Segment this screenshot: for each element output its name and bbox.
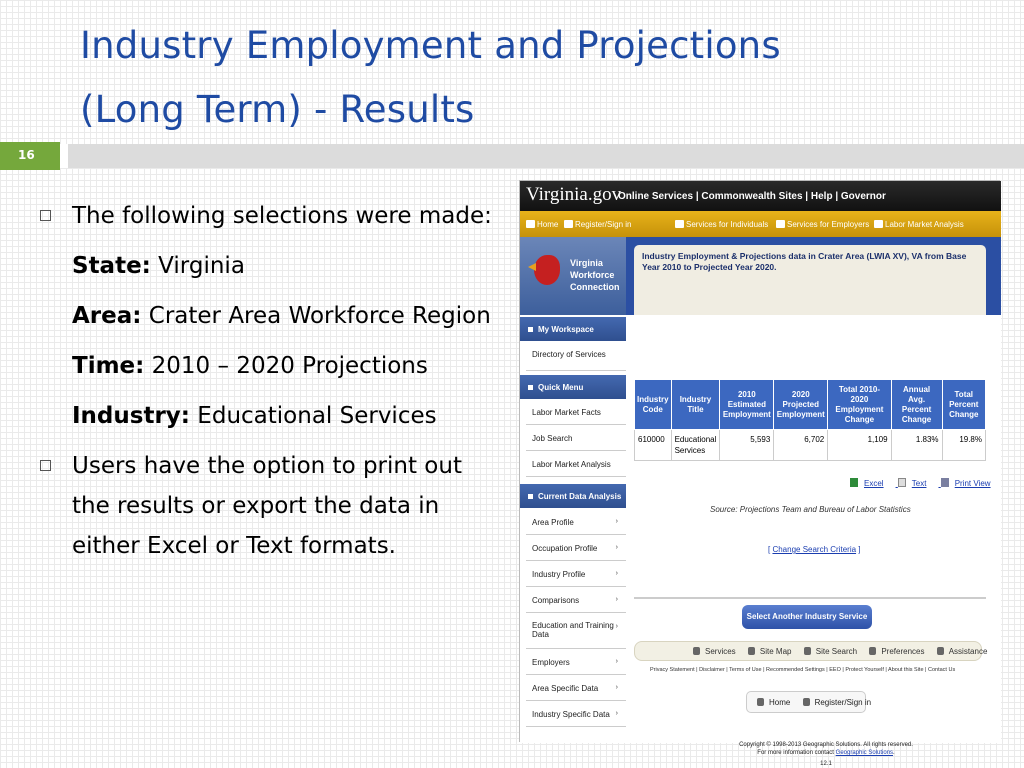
nav-lma[interactable]: Labor Market Analysis [874, 220, 964, 229]
selection-industry [40, 396, 500, 436]
footer-site-map[interactable]: Site Map [748, 647, 797, 656]
divider-gap [60, 144, 68, 168]
top-links[interactable]: Online Services | Commonwealth Sites | Help | Governor [618, 191, 886, 202]
divider [634, 597, 986, 599]
print-view-link[interactable]: Print View [941, 479, 997, 488]
results-table [634, 379, 986, 461]
wrench-icon [869, 647, 876, 655]
slide-number: 16 [0, 142, 60, 170]
collapse-icon [528, 385, 533, 390]
sidebar-item-occupation-profile[interactable]: Occupation Profile › [526, 535, 626, 561]
area-value: Crater Area Workforce Region [141, 303, 491, 329]
sidebar-head-quick-menu[interactable]: Quick Menu [520, 375, 626, 399]
col-total-pct[interactable]: Total Percent Change [942, 380, 985, 430]
sidebar-item-lmf[interactable]: Labor Market Facts [526, 399, 626, 425]
site-sidebar [520, 237, 626, 743]
version: 12.1 [820, 761, 832, 767]
footer-assistance[interactable]: Assistance [937, 647, 993, 656]
bullet-text: The following selections were made: [72, 203, 492, 229]
collapse-icon [528, 494, 533, 499]
sidebar-head-current-data[interactable]: Current Data Analysis [520, 484, 626, 508]
sidebar-item-lma[interactable]: Labor Market Analysis [526, 451, 626, 477]
col-industry-code[interactable]: Industry Code [635, 380, 672, 430]
col-2020-employment[interactable]: 2020 Projected Employment [774, 380, 828, 430]
area-label: Area: [72, 303, 142, 329]
site-nav-bar [520, 211, 1001, 237]
copyright: Copyright © 1998-2013 Geographic Solutions. All rights reserved. For more information contact Geographic Solutions. 12.1 [676, 741, 976, 768]
source-note: Source: Projections Team and Bureau of Labor Statistics [710, 505, 911, 514]
chevron-right-icon: › [615, 596, 618, 603]
chevron-right-icon: › [615, 518, 618, 525]
time-value: 2010 – 2020 Projections [144, 353, 428, 379]
sidebar-item-area-profile[interactable]: Area Profile › [526, 509, 626, 535]
selection-area [40, 296, 500, 336]
person-icon [675, 220, 684, 228]
cell-total-pct: 19.8% [942, 430, 985, 461]
title-divider-bar [0, 144, 1024, 168]
cell-2020: 6,702 [774, 430, 828, 461]
cell-code: 610000 [635, 430, 672, 461]
sidebar-head-workspace[interactable]: My Workspace [520, 317, 626, 341]
footer-links [634, 641, 988, 661]
site-content [626, 237, 1001, 767]
bullet-list [40, 196, 500, 566]
bullet-print-export [40, 446, 500, 566]
footer-register-link[interactable]: Register/Sign in [803, 698, 876, 707]
nav-register[interactable]: Register/Sign in [564, 220, 631, 229]
table-header-row [635, 380, 986, 430]
chevron-right-icon: › [615, 570, 618, 577]
cardinal-icon [534, 255, 560, 285]
export-links [850, 478, 1003, 488]
nav-individuals[interactable]: Services for Individuals [675, 220, 768, 229]
change-criteria-link[interactable]: Change Search Criteria [772, 545, 857, 554]
results-description: Industry Employment & Projections data in Crater Area (LWIA XV), VA from Base Year 2010 to Projected Year 2020. [634, 245, 986, 315]
geographic-solutions-link[interactable]: Geographic Solutions [835, 750, 894, 756]
collapse-icon [528, 327, 533, 332]
chevron-right-icon: › [615, 658, 618, 665]
footer-preferences[interactable]: Preferences [869, 647, 929, 656]
nav-home[interactable]: Home [526, 220, 558, 229]
sidebar-item-job-search[interactable]: Job Search [526, 425, 626, 451]
bullet-text: Users have the option to print out the results or export the data in either Excel or Text formats. [72, 453, 462, 559]
legal-links[interactable]: Privacy Statement | Disclaimer | Terms of Use | Recommended Settings | EEO | Protect Yourself | About this Site | Contact Us [650, 667, 956, 673]
cell-change: 1,109 [828, 430, 891, 461]
globe-icon [748, 647, 755, 655]
chart-icon [874, 220, 883, 228]
footer-services[interactable]: Services [693, 647, 741, 656]
change-criteria: [ Change Search Criteria ] [768, 545, 861, 554]
text-file-icon [898, 478, 906, 487]
virginia-gov-logo[interactable]: Virginia.gov [526, 184, 622, 205]
bullet-square-icon [40, 460, 51, 471]
chevron-right-icon: › [615, 710, 618, 717]
lifebuoy-icon [937, 647, 944, 655]
sidebar-item-employers[interactable]: Employers › [526, 649, 626, 675]
industry-value: Educational Services [190, 403, 437, 429]
magnifier-icon [804, 647, 811, 655]
site-top-bar [520, 181, 1001, 211]
table-row [635, 430, 986, 461]
slide-title-line1: Industry Employment and Projections [80, 24, 781, 67]
state-label: State: [72, 253, 151, 279]
sidebar-item-directory[interactable]: Directory of Services [526, 341, 626, 371]
selection-state [40, 246, 500, 286]
selection-time [40, 346, 500, 386]
sidebar-item-industry-specific[interactable]: Industry Specific Data › [526, 701, 626, 727]
footer-home-link[interactable]: Home [757, 698, 795, 707]
select-another-industry-button[interactable]: Select Another Industry Service [742, 605, 872, 629]
excel-icon [850, 478, 858, 487]
footer-site-search[interactable]: Site Search [804, 647, 862, 656]
website-screenshot [519, 180, 1000, 767]
col-total-change[interactable]: Total 2010-2020 Employment Change [828, 380, 891, 430]
col-annual-pct[interactable]: Annual Avg. Percent Change [891, 380, 942, 430]
home-icon [757, 698, 764, 706]
bullet-selections [40, 196, 500, 236]
printer-icon [941, 478, 949, 487]
chevron-right-icon: › [615, 623, 618, 630]
cell-annual-pct: 1.83% [891, 430, 942, 461]
col-industry-title[interactable]: Industry Title [671, 380, 720, 430]
excel-link[interactable]: Excel [850, 479, 890, 488]
col-2010-employment[interactable]: 2010 Estimated Employment [720, 380, 774, 430]
cell-title: Educational Services [671, 430, 720, 461]
person-icon [693, 647, 700, 655]
industry-label: Industry: [72, 403, 190, 429]
slide-title-line2: (Long Term) - Results [80, 88, 475, 131]
sidebar-item-area-specific[interactable]: Area Specific Data › [526, 675, 626, 701]
sidebar-item-industry-profile[interactable]: Industry Profile › [526, 561, 626, 587]
home-icon [526, 220, 535, 228]
slide-title [80, 14, 980, 142]
home-register-box [746, 691, 872, 713]
register-icon [803, 698, 810, 706]
chevron-right-icon: › [615, 544, 618, 551]
register-icon [564, 220, 573, 228]
sidebar-item-comparisons[interactable]: Comparisons › [526, 587, 626, 613]
vwc-logo[interactable] [520, 237, 626, 315]
vwc-logo-text: Virginia Workforce Connection [570, 258, 620, 292]
state-value: Virginia [150, 253, 245, 279]
text-link[interactable]: Text [898, 479, 933, 488]
bullet-square-icon [40, 210, 51, 221]
cardinal-beak [528, 263, 536, 271]
sidebar-item-education[interactable]: Education and Training Data › [526, 613, 626, 649]
cell-2010: 5,593 [720, 430, 774, 461]
time-label: Time: [72, 353, 145, 379]
people-icon [776, 220, 785, 228]
chevron-right-icon: › [615, 684, 618, 691]
nav-employers[interactable]: Services for Employers [776, 220, 869, 229]
